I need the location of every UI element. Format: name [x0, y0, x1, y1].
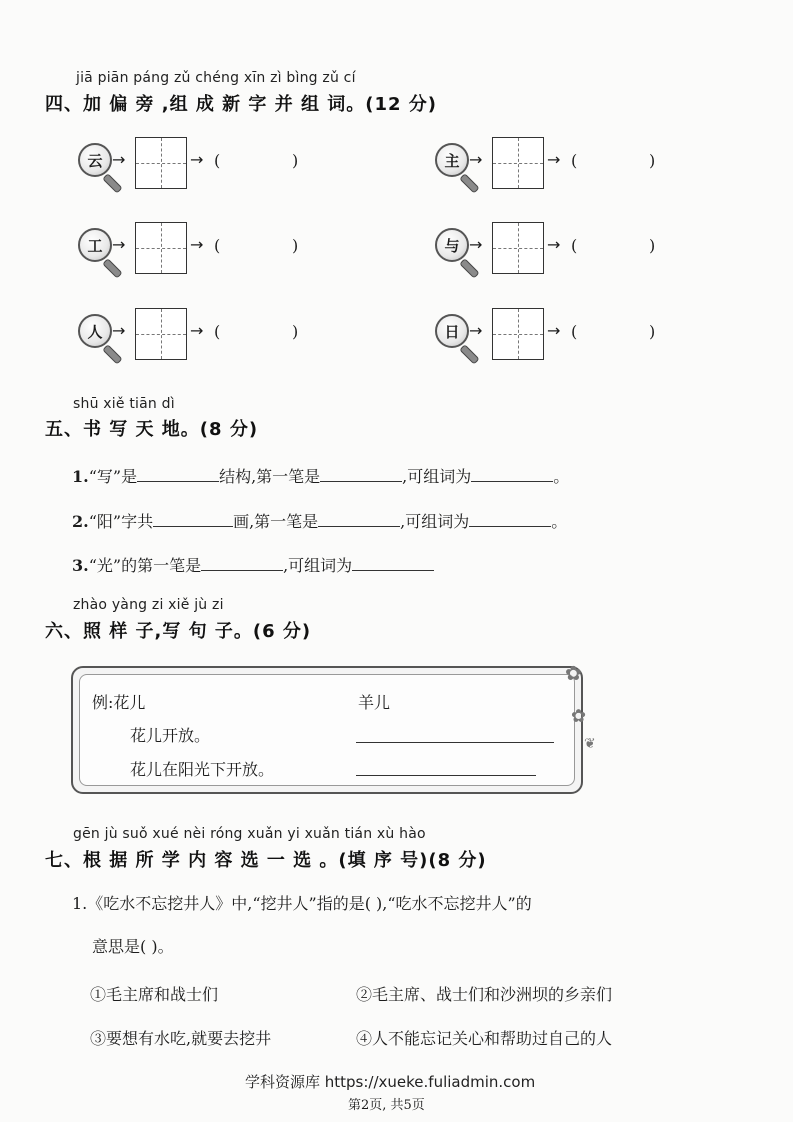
option-2[interactable]: ②毛主席、战士们和沙洲坝的乡亲们 — [356, 985, 613, 1004]
section7-pinyin: gēn jù suǒ xué nèi róng xuǎn yi xuǎn tián xù hào — [73, 826, 426, 842]
arrow-icon: → — [112, 150, 126, 169]
paren-open: ( — [571, 236, 578, 255]
tianzige-box[interactable] — [492, 308, 544, 360]
q-text-b: 画,第一笔是 — [233, 512, 319, 531]
q-text-a: “阳”字共 — [88, 512, 154, 531]
answer-paren-space[interactable] — [228, 236, 288, 254]
arrow-icon: → — [190, 235, 204, 254]
flower-icon: ✿ — [571, 706, 587, 727]
target-word: 羊儿 — [358, 693, 391, 712]
q-text-c: ,可组词为 — [400, 512, 470, 531]
section4-title: 四、加 偏 旁 ,组 成 新 字 并 组 词。(12 分) — [45, 94, 438, 115]
s5-question-2 — [72, 509, 567, 532]
answer-blank[interactable] — [201, 556, 283, 571]
answer-blank[interactable] — [153, 512, 233, 527]
answer-blank[interactable] — [471, 467, 553, 482]
q-text-b: 结构,第一笔是 — [219, 467, 321, 486]
q-number: 1. — [72, 467, 89, 486]
arrow-icon: → — [190, 150, 204, 169]
arrow-icon: → — [547, 150, 561, 169]
example-line-1: 花儿开放。 — [130, 726, 211, 745]
magnifier-char: 人 — [78, 314, 112, 348]
magnifier-char: 云 — [78, 143, 112, 177]
footer-source: 学科资源库 https://xueke.fuliadmin.com — [245, 1073, 536, 1091]
arrow-icon: → — [547, 321, 561, 340]
page-number: 第2页, 共5页 — [348, 1098, 425, 1113]
magnifier-handle — [459, 344, 480, 365]
q-text-a: “光”的第一笔是 — [88, 556, 202, 575]
q-text-c: ,可组词为 — [283, 556, 353, 575]
paren-open: ( — [214, 236, 221, 255]
q-text-c: ,可组词为 — [402, 467, 472, 486]
q-number: 2. — [72, 512, 89, 531]
magnifier-char: 与 — [435, 228, 469, 262]
tianzige-box[interactable] — [135, 308, 187, 360]
paren-close: ) — [649, 322, 656, 341]
example-label: 例:花儿 — [92, 693, 146, 712]
answer-line-2[interactable] — [356, 775, 536, 776]
paren-open: ( — [571, 151, 578, 170]
magnifier-handle — [459, 258, 480, 279]
answer-blank[interactable] — [318, 512, 400, 527]
answer-paren-space[interactable] — [228, 322, 288, 340]
magnifier-char: 日 — [435, 314, 469, 348]
magnifier-char: 工 — [78, 228, 112, 262]
s5-question-1 — [72, 464, 569, 487]
tianzige-box[interactable] — [492, 222, 544, 274]
tianzige-box[interactable] — [135, 137, 187, 189]
tianzige-box[interactable] — [492, 137, 544, 189]
tianzige-box[interactable] — [135, 222, 187, 274]
section7-title: 七、根 据 所 学 内 容 选 一 选 。(填 序 号)(8 分) — [45, 850, 487, 871]
paren-open: ( — [214, 322, 221, 341]
q-number: 3. — [72, 556, 89, 575]
s7-question-1-line-2: 意思是( )。 — [92, 937, 174, 956]
section5-title: 五、书 写 天 地。(8 分) — [45, 419, 259, 440]
arrow-icon: → — [112, 235, 126, 254]
answer-paren-space[interactable] — [228, 151, 288, 169]
answer-blank[interactable] — [137, 467, 219, 482]
magnifier-handle — [102, 344, 123, 365]
answer-paren-space[interactable] — [585, 151, 645, 169]
paren-close: ) — [649, 236, 656, 255]
s5-question-3 — [72, 553, 434, 576]
q-text-a: “写”是 — [88, 467, 138, 486]
option-3[interactable]: ③要想有水吃,就要去挖井 — [90, 1029, 272, 1048]
section5-pinyin: shū xiě tiān dì — [73, 396, 175, 412]
arrow-icon: → — [469, 321, 483, 340]
flower-icon: ✿ — [565, 661, 582, 685]
paren-close: ) — [649, 151, 656, 170]
s7-question-1-line-1: 1.《吃水不忘挖井人》中,“挖井人”指的是( ),“吃水不忘挖井人”的 — [72, 894, 532, 913]
paren-close: ) — [292, 322, 299, 341]
magnifier-handle — [459, 173, 480, 194]
answer-paren-space[interactable] — [585, 322, 645, 340]
arrow-icon: → — [547, 235, 561, 254]
paren-open: ( — [214, 151, 221, 170]
arrow-icon: → — [190, 321, 204, 340]
answer-line-1[interactable] — [356, 742, 554, 743]
magnifier-handle — [102, 173, 123, 194]
arrow-icon: → — [469, 235, 483, 254]
answer-blank[interactable] — [320, 467, 402, 482]
option-4[interactable]: ④人不能忘记关心和帮助过自己的人 — [356, 1029, 613, 1048]
arrow-icon: → — [469, 150, 483, 169]
magnifier-char: 主 — [435, 143, 469, 177]
answer-blank[interactable] — [352, 556, 434, 571]
option-1[interactable]: ①毛主席和战士们 — [90, 985, 219, 1004]
paren-close: ) — [292, 236, 299, 255]
paren-open: ( — [571, 322, 578, 341]
example-line-2: 花儿在阳光下开放。 — [130, 760, 275, 779]
answer-blank[interactable] — [469, 512, 551, 527]
paren-close: ) — [292, 151, 299, 170]
answer-paren-space[interactable] — [585, 236, 645, 254]
section6-pinyin: zhào yàng zi xiě jù zi — [73, 597, 224, 613]
arrow-icon: → — [112, 321, 126, 340]
q-end: 。 — [553, 467, 570, 486]
leaf-icon: ❦ — [584, 736, 596, 752]
q-end: 。 — [551, 512, 568, 531]
section4-pinyin: jiā piān páng zǔ chéng xīn zì bìng zǔ cí — [76, 70, 356, 86]
section6-title: 六、照 样 子,写 句 子。(6 分) — [45, 621, 312, 642]
magnifier-handle — [102, 258, 123, 279]
